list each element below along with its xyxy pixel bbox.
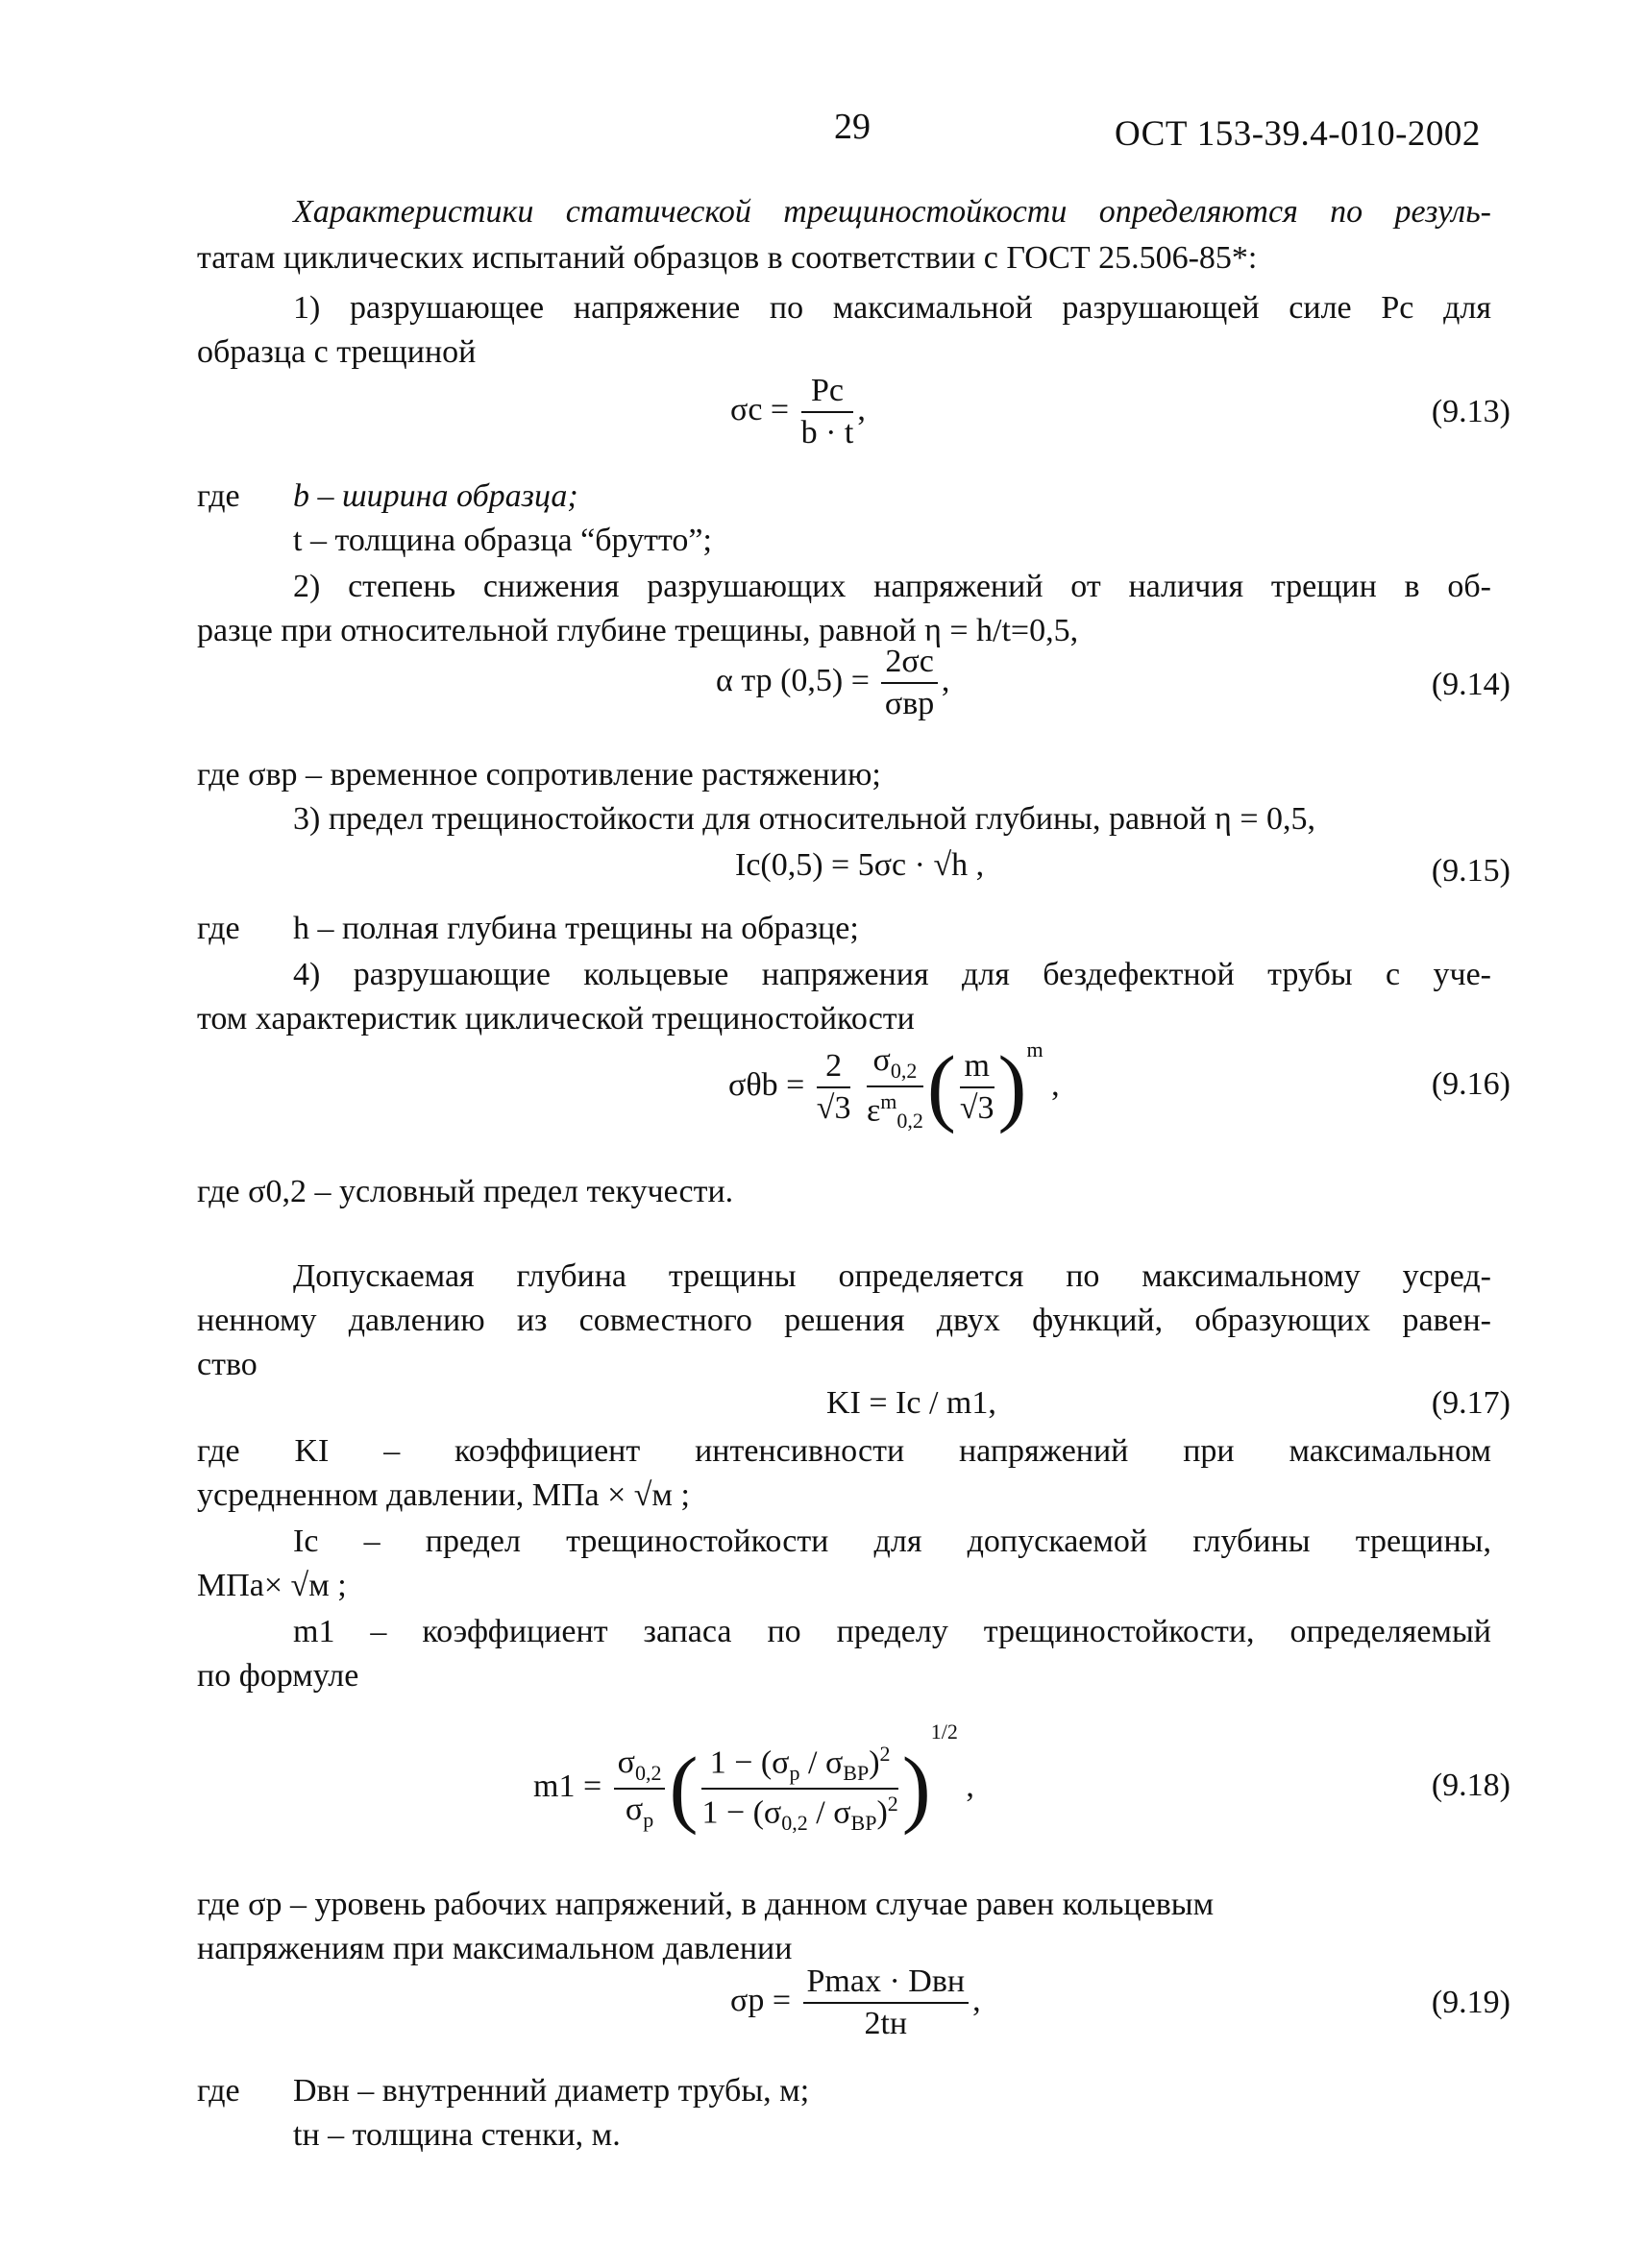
equation-lhs: m1 = — [533, 1768, 602, 1804]
equation-tail: , — [972, 1982, 981, 2018]
fraction: $\frac{\sigma_{0,2}}{\sigma_р}$ — [614, 1744, 666, 1833]
list-item-line: образца с трещиной — [197, 334, 477, 370]
definition-line: напряжениям при максимальном давлении — [197, 1931, 793, 1966]
equation-number: (9.13) — [1431, 394, 1510, 429]
document-id: ОСТ 153-39.4-010-2002 — [1115, 114, 1481, 154]
paragraph-line: ство — [197, 1347, 258, 1382]
equation-9-13 — [730, 373, 866, 451]
page-number: 29 — [834, 107, 871, 147]
equation-9-19 — [730, 1963, 981, 2042]
definition-line: Dвн – внутренний диаметр трубы, м; — [293, 2073, 810, 2109]
fraction-denominator: σвр — [884, 686, 935, 721]
equation-9-14 — [716, 644, 949, 722]
paragraph-line: Характеристики статической трещиностойкости определяются по резуль- — [293, 194, 1491, 230]
definition-line: где σвр – временное сопротивление растяжению; — [197, 757, 881, 793]
equation-9-15: Ic(0,5) = 5σc · √h , — [735, 847, 985, 883]
equation-number: (9.17) — [1431, 1385, 1510, 1421]
fraction — [801, 373, 854, 451]
paragraph-line: Допускаемая глубина трещины определяется по максимальному усред- — [293, 1258, 1491, 1294]
list-item-line: 3) предел трещиностойкости для относительной глубины, равной η = 0,5, — [293, 801, 1315, 837]
equation-9-17: KI = Ic / m1, — [826, 1385, 996, 1421]
definition-line: b – ширина образца; — [293, 478, 578, 514]
definition-line: tн – толщина стенки, м. — [293, 2117, 621, 2153]
equation-number: (9.18) — [1431, 1768, 1510, 1803]
definition-line: h – полная глубина трещины на образце; — [293, 911, 859, 946]
definition-line: где σ0,2 – условный предел текучести. — [197, 1174, 734, 1209]
equation-lhs: σр = — [730, 1982, 792, 2018]
fraction — [881, 644, 937, 722]
equation-number: (9.19) — [1431, 1985, 1510, 2020]
where-label: где — [197, 2073, 240, 2109]
equation-tail: , — [941, 662, 950, 698]
definition-line: по формуле — [197, 1658, 359, 1694]
list-item-line: 2) степень снижения разрушающих напряжений от наличия трещин в об- — [293, 569, 1491, 604]
list-item-line: том характеристик циклической трещиностойкости — [197, 1001, 915, 1036]
list-item-line: разце при относительной глубине трещины, равной η = h/t=0,5, — [197, 613, 1079, 648]
fraction: $\frac{2}{√3}$ — [816, 1048, 851, 1127]
list-item-line: 4) разрушающие кольцевые напряжения для бездефектной трубы с уче- — [293, 957, 1491, 992]
equation-tail: , — [857, 391, 866, 427]
definition-line: МПа× √м ; — [197, 1568, 347, 1603]
fraction — [803, 1963, 970, 2042]
equation-lhs: σθb = — [728, 1067, 805, 1103]
list-item-line: 1) разрушающее напряжение по максимальной разрушающей силе Pс для — [293, 290, 1491, 326]
definition-line: Ic – предел трещиностойкости для допускаемой глубины трещины, — [293, 1524, 1491, 1559]
definition-line: где KI – коэффициент интенсивности напряжений при максимальном — [197, 1433, 1491, 1469]
definition-line: усредненном давлении, МПа × √м ; — [197, 1477, 690, 1513]
fraction: $\frac{\sigma_{0,2}}{\varepsilon^m_{0,2}}$ — [866, 1041, 923, 1133]
fraction-denominator: 2tн — [864, 2006, 908, 2041]
equation-number: (9.14) — [1431, 667, 1510, 702]
fraction-numerator: Pmax · Dвн — [803, 1963, 970, 2004]
definition-line: где σр – уровень рабочих напряжений, в данном случае равен кольцевым — [197, 1887, 1215, 1922]
paragraph-line: татам циклических испытаний образцов в соответствии с ГОСТ 25.506-85*: — [197, 240, 1258, 276]
equation-lhs: α тр (0,5) = — [716, 662, 870, 698]
equation-9-18: m1 = $\frac{\sigma_{0,2}}{\sigma_р}$ ( $\frac{1 - (\sigma_р / \sigma_{ВР})^2}{1 - (\sigma_{0,2} / \sigma_{ВР})^2}$ )$^{1/2}$ , — [533, 1719, 974, 1837]
equation-lhs: σc = — [730, 391, 790, 427]
equation-number: (9.16) — [1431, 1066, 1510, 1102]
where-label: где — [197, 911, 240, 946]
equation-number: (9.15) — [1431, 853, 1510, 889]
definition-line: m1 – коэффициент запаса по пределу трещиностойкости, определяемый — [293, 1614, 1491, 1649]
fraction-numerator: 2σc — [881, 644, 937, 684]
where-label: где — [197, 478, 240, 514]
fraction-denominator: b · t — [800, 415, 854, 451]
equation-9-16: σθb = $\frac{2}{√3}$ $\frac{\sigma_{0,2}}{\varepsilon^m_{0,2}}$ ( $\frac{m}{√3}$ )$^m$ , — [728, 1037, 1060, 1135]
fraction-numerator: Pc — [801, 373, 854, 413]
paragraph-line: ненному давлению из совместного решения двух функций, образующих равен- — [197, 1303, 1491, 1338]
definition-line: t – толщина образца “брутто”; — [293, 523, 712, 558]
